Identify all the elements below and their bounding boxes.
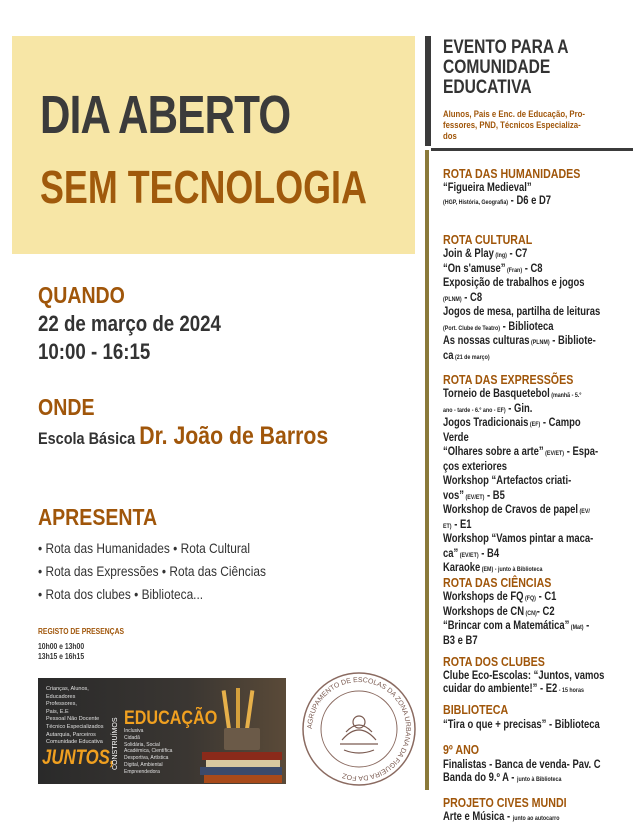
list-item: Workshop “Artefactos criati- [443, 475, 572, 487]
people-item: Pais, E.E [46, 708, 69, 715]
rota-clubes-heading: ROTA DOS CLUBES [443, 654, 545, 669]
main-subtitle: SEM TECNOLOGIA [40, 161, 367, 213]
list-item: ET) - E1 [443, 518, 472, 531]
people-item: Crianças, Alunos, [46, 686, 89, 692]
list-item: Finalistas - Banca de venda- Pav. C [443, 759, 601, 771]
quality-item: Académica, Científica [124, 748, 173, 755]
people-item: Educadores [46, 693, 76, 700]
list-item: Banda do 9.º A - junto à Biblioteca [443, 771, 562, 784]
people-item: Comunidade Educativa [46, 739, 103, 746]
rota-cultural-body [443, 248, 635, 364]
evento-subtitle: Alunos, Pais e Enc. de Educação, Pro- fessores, PND, Técnicos Especializa- dos [443, 109, 586, 142]
list-item: Workshop de Cravos de papel (EV/ [443, 504, 590, 516]
list-item: ano - tarde - 6.º ano - EF) - Gin. [443, 402, 533, 415]
apresenta-heading: APRESENTA [38, 504, 158, 530]
school-seal-icon [300, 670, 418, 788]
registo-time-2: 13h15 e 16h15 [38, 652, 85, 661]
list-item: Jogos de mesa, partilha de leituras [443, 306, 601, 318]
list-item: ca” (EV/ET) - B4 [443, 547, 500, 560]
nono-ano-heading: 9º ANO [443, 742, 480, 757]
quality-item: Inclusiva [124, 728, 144, 734]
biblioteca-heading: BIBLIOTECA [443, 702, 509, 717]
rota-cultural-heading: ROTA CULTURAL [443, 232, 533, 247]
list-item: Karaoke (EM) - junto à Biblioteca [443, 562, 543, 574]
education-banner [38, 678, 286, 784]
quality-item: Desportiva, Artística [124, 755, 169, 762]
rota-clubes-body [443, 670, 640, 697]
routes-line-3: • Rota dos clubes • Biblioteca... [38, 586, 204, 602]
people-item: Técnico Especializados [46, 723, 104, 730]
rota-humanidades-heading: ROTA DAS HUMANIDADES [443, 166, 581, 181]
evento-title: EVENTO PARA A COMUNIDADE EDUCATIVA [443, 37, 569, 98]
list-item: vos” (EV/ET) - B5 [443, 489, 505, 502]
list-item: Workshops de FQ (FQ) - C1 [443, 591, 557, 603]
quality-item: Solidária, Social [124, 741, 160, 748]
rota-humanidades-body: “Figueira Medieval” (HGP, História, Geografia) - D6 e D7 [443, 182, 552, 207]
rota-expressoes-body [443, 388, 632, 577]
routes-list [38, 537, 306, 606]
right-accent-bar [425, 36, 431, 146]
seal-ring-text: AGRUPAMENTO DE ESCOLAS DA ZONA URBANA DA FIGUEIRA DA FOZ [306, 676, 412, 782]
event-date: 22 de março de 2024 [38, 311, 221, 336]
routes-line-1: • Rota das Humanidades • Rota Cultural [38, 540, 251, 556]
quality-item: Empreendedora [124, 768, 160, 775]
cives-mundi-heading: PROJETO CIVES MUNDI [443, 795, 567, 810]
rota-ciencias-body [443, 591, 621, 649]
cives-mundi-body [443, 811, 585, 826]
right-divider [431, 148, 633, 151]
rota-ciencias-heading: ROTA DAS CIÊNCIAS [443, 575, 552, 590]
list-item: cuidar do ambiente!” - E2 - 15 horas [443, 682, 584, 695]
banner-educacao: EDUCAÇÃO [124, 708, 218, 729]
onde-heading: ONDE [38, 394, 95, 420]
registo-heading: REGISTO DE PRESENÇAS [38, 627, 125, 636]
list-item: As nossas culturas (PLNM) - Bibliote- [443, 335, 596, 347]
list-item: Workshop “Vamos pintar a maca- [443, 533, 594, 545]
biblioteca-body [443, 719, 634, 732]
books-pencils-icon [198, 686, 284, 784]
location-prefix: Escola Básica [38, 429, 136, 448]
list-item: Workshops de CN (CN)- C2 [443, 605, 555, 618]
people-item: Professores, [46, 701, 77, 708]
list-item: (PLNM) - C8 [443, 291, 483, 304]
list-item: Clube Eco-Escolas: “Juntos, vamos [443, 670, 605, 682]
banner-people-list [46, 686, 103, 747]
school-name: Dr. João de Barros [139, 422, 329, 450]
rota-expressoes-heading: ROTA DAS EXPRESSÕES [443, 372, 574, 387]
list-item: “Brincar com a Matemática” (Mat) - [443, 620, 590, 632]
list-item: Torneio de Basquetebol (manhã - 5.º [443, 388, 582, 400]
list-item: Verde [443, 431, 469, 444]
list-item: ços exteriores [443, 460, 507, 473]
event-time: 10:00 - 16:15 [38, 339, 151, 364]
registo-times [38, 642, 92, 662]
quality-item: Cidadã [124, 734, 140, 741]
event-location [38, 422, 379, 451]
main-title: DIA ABERTO [40, 85, 291, 145]
list-item: “Tira o que + precisas” - Biblioteca [443, 719, 600, 731]
people-item: Autarquia, Parceiros [46, 731, 96, 738]
list-item: Exposição de trabalhos e jogos [443, 277, 585, 289]
list-item: Arte e Música - junto ao autocarro [443, 811, 560, 823]
registo-time-1: 10h00 e 13h00 [38, 642, 85, 651]
right-side-rule [425, 150, 429, 790]
routes-line-2: • Rota das Expressões • Rota das Ciências [38, 563, 266, 579]
people-item: Pessoal Não Docente [46, 716, 100, 723]
nono-ano-body [443, 759, 635, 786]
list-item: “On s'amuse” (Fran) - C8 [443, 262, 543, 275]
list-item: (Port. Clube de Teatro) - Biblioteca [443, 320, 554, 333]
list-item: Join & Play (Ing) - C7 [443, 248, 528, 260]
quality-item: Digital, Ambiental [124, 761, 163, 768]
banner-qualities [124, 728, 172, 776]
list-item: ca (21 de março) [443, 349, 490, 362]
list-item: B3 e B7 [443, 634, 478, 647]
list-item: Jogos Tradicionais (EF) - Campo [443, 417, 581, 429]
banner-construimos: CONSTRUÍMOS [112, 717, 119, 770]
quando-heading: QUANDO [38, 282, 125, 308]
banner-juntos: JUNTOS, [42, 746, 115, 769]
list-item: “Olhares sobre a arte” (EV/ET) - Espa- [443, 446, 599, 458]
